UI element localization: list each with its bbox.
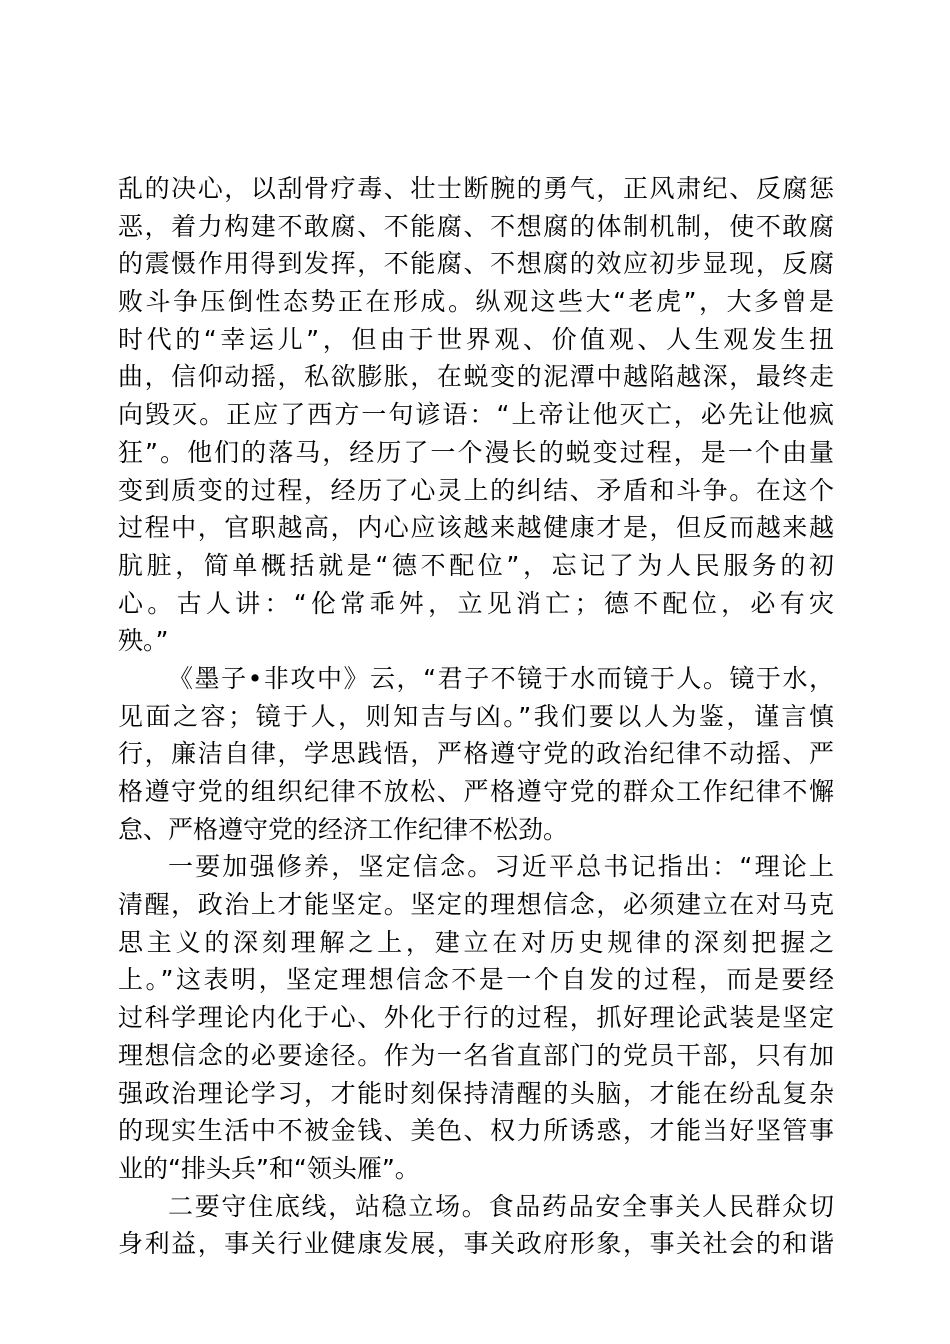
text-line: 殃。”	[118, 626, 169, 656]
text-line: 怠、严格遵守党的经济工作纪律不松劲。	[118, 814, 569, 844]
text-line: 恶，着力构建不敢腐、不能腐、不想腐的体制机制，使不敢腐	[118, 211, 834, 241]
text-line: 乱的决心，以刮骨疗毒、壮士断腕的勇气，正风肃纪、反腐惩	[118, 174, 834, 203]
text-line: 过科学理论内化于心、外化于行的过程，抓好理论武装是坚定	[118, 1003, 834, 1033]
text-line: 心。古人讲：“伦常乖舛，立见消亡；德不配位，必有灾	[118, 588, 834, 618]
text-line: 肮脏，简单概括就是“德不配位”，忘记了为人民服务的初	[118, 550, 834, 580]
text-line: 变到质变的过程，经历了心灵上的纠结、矛盾和斗争。在这个	[118, 475, 834, 505]
text-line: 狂”。他们的落马，经历了一个漫长的蜕变过程，是一个由量	[118, 437, 834, 467]
text-line: 败斗争压倒性态势正在形成。纵观这些大“老虎”，大多曾是	[118, 287, 834, 317]
text-line: 二要守住底线，站稳立场。食品药品安全事关人民群众切	[168, 1191, 834, 1221]
text-line: 的现实生活中不被金钱、美色、权力所诱惑，才能当好坚管事	[118, 1116, 834, 1146]
text-line: 清醒，政治上才能坚定。坚定的理想信念，必须建立在对马克	[118, 890, 834, 920]
text-line: 时代的“幸运儿”，但由于世界观、价值观、人生观发生扭	[118, 324, 834, 354]
text-line: 《墨子•非攻中》云，“君子不镜于水而镜于人。镜于水，	[168, 663, 834, 693]
text-line: 的震慑作用得到发挥，不能腐、不想腐的效应初步显现，反腐	[118, 249, 834, 279]
text-line: 上。”这表明，坚定理想信念不是一个自发的过程，而是要经	[118, 965, 834, 995]
text-line: 曲，信仰动摇，私欲膨胀，在蜕变的泥潭中越陷越深，最终走	[118, 362, 834, 392]
body-text	[118, 170, 834, 1263]
text-line: 强政治理论学习，才能时刻保持清醒的头脑，才能在纷乱复杂	[118, 1078, 834, 1108]
text-line: 思主义的深刻理解之上，建立在对历史规律的深刻把握之	[118, 927, 834, 957]
text-line: 向毁灭。正应了西方一句谚语：“上帝让他灭亡，必先让他疯	[118, 400, 834, 430]
text-line: 格遵守党的组织纪律不放松、严格遵守党的群众工作纪律不懈	[118, 777, 834, 806]
text-line: 身利益，事关行业健康发展，事关政府形象，事关社会的和谐	[118, 1229, 834, 1259]
text-line: 一要加强修养，坚定信念。习近平总书记指出：“理论上	[168, 852, 834, 882]
text-line: 行，廉洁自律，学思践悟，严格遵守党的政治纪律不动摇、严	[118, 739, 834, 769]
text-line: 业的“排头兵”和“领头雁”。	[118, 1153, 420, 1183]
text-line: 过程中，官职越高，内心应该越来越健康才是，但反而越来越	[118, 513, 834, 543]
text-line: 理想信念的必要途径。作为一名省直部门的党员干部，只有加	[118, 1040, 834, 1070]
text-line: 见面之容；镜于人，则知吉与凶。”我们要以人为鉴，谨言慎	[118, 701, 834, 731]
